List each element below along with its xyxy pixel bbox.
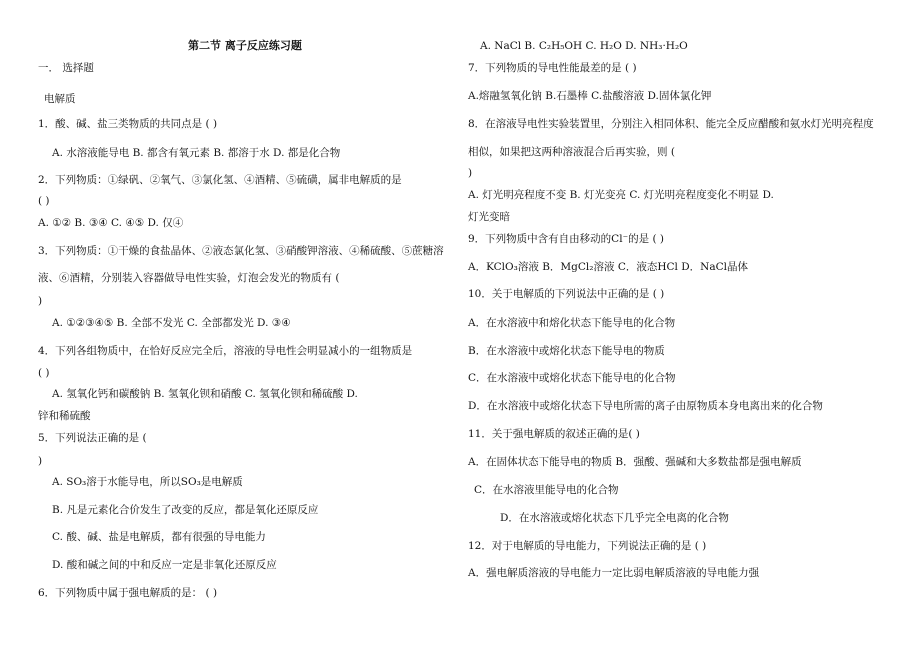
question-5-option-a: A. SO₃溶于水能导电，所以SO₃是电解质 — [52, 476, 243, 488]
question-8-option-d: 灯光变暗 — [468, 211, 510, 223]
question-7-options: A.熔融氢氧化钠 B.石墨棒 C.盐酸溶液 D.固体氯化钾 — [468, 90, 712, 102]
question-6-options: A. NaCl B. C₂H₅OH C. H₂O D. NH₃·H₂O — [480, 40, 688, 52]
question-4-bracket: ( ) — [38, 367, 50, 379]
question-5-option-d: D. 酸和碱之间的中和反应一定是非氧化还原反应 — [52, 559, 277, 571]
question-8: 8．在溶液导电性实验装置里，分别注入相同体积、能完全反应醋酸和氨水灯光明亮程度 — [468, 118, 874, 130]
question-5-option-c: C. 酸、碱、盐是电解质，都有很强的导电能力 — [52, 531, 266, 543]
question-3-options: A. ①②③④⑤ B. 全部不发光 C. 全部都发光 D. ③④ — [52, 317, 291, 329]
question-12: 12．对于电解质的导电能力，下列说法正确的是 ( ) — [468, 540, 707, 552]
question-10-option-c: C．在水溶液中或熔化状态下能导电的化合物 — [468, 372, 676, 384]
question-10-option-b: B．在水溶液中或熔化状态下能导电的物质 — [468, 345, 665, 357]
question-2: 2．下列物质：①绿矾、②氧气、③氯化氢、④酒精、⑤硫磺，属非电解质的是 — [38, 174, 402, 186]
question-11-options-ab: A．在固体状态下能导电的物质 B．强酸、强碱和大多数盐都是强电解质 — [468, 456, 802, 468]
question-2-bracket: ( ) — [38, 195, 50, 207]
question-4: 4．下列各组物质中，在恰好反应完全后，溶液的导电性会明显减小的一组物质是 — [38, 345, 413, 357]
question-11-option-d: D．在水溶液或熔化状态下几乎完全电离的化合物 — [500, 512, 729, 524]
question-2-options: A. ①② B. ③④ C. ④⑤ D. 仅④ — [38, 217, 184, 229]
question-8-line-2: 相似，如果把这两种溶液混合后再实验，则 ( — [468, 146, 675, 158]
question-5-option-b: B. 凡是元素化合价发生了改变的反应，都是氧化还原反应 — [52, 504, 319, 516]
question-10-option-a: A．在水溶液中和熔化状态下能导电的化合物 — [468, 317, 676, 329]
question-5-bracket: ) — [38, 455, 43, 467]
question-9: 9．下列物质中含有自由移动的Cl⁻的是 ( ) — [468, 233, 664, 245]
question-10-option-d: D．在水溶液中或熔化状态下导电所需的离子由原物质本身电离出来的化合物 — [468, 400, 823, 412]
question-1: 1．酸、碱、盐三类物质的共同点是 ( ) — [38, 118, 218, 130]
question-3: 3．下列物质：①干燥的食盐晶体、②液态氯化氢、③硝酸钾溶液、④稀硫酸、⑤蔗糖溶 — [38, 245, 444, 257]
question-7: 7．下列物质的导电性能最差的是 ( ) — [468, 62, 637, 74]
question-6: 6．下列物质中属于强电解质的是： ( ) — [38, 587, 218, 599]
question-8-line-3: ) — [468, 167, 473, 179]
question-12-option-a: A．强电解质溶液的导电能力一定比弱电解质溶液的导电能力强 — [468, 567, 760, 579]
question-3-line-2: 液、⑥酒精，分别装入容器做导电性实验，灯泡会发光的物质有 ( — [38, 272, 340, 284]
page-title: 第二节 离子反应练习题 — [188, 39, 302, 52]
question-11: 11．关于强电解质的叙述正确的是( ) — [468, 428, 640, 440]
question-10: 10．关于电解质的下列说法中正确的是 ( ) — [468, 288, 665, 300]
question-9-options: A．KClO₃溶液 B．MgCl₂溶液 C．液态HCl D．NaCl晶体 — [468, 261, 748, 273]
section-heading: 一． 选择题 — [38, 62, 94, 74]
question-4-option-d: 锌和稀硫酸 — [38, 410, 91, 422]
question-3-line-3: ) — [38, 295, 43, 307]
question-1-options: A. 水溶液能导电 B. 都含有氧元素 B. 都溶于水 D. 都是化合物 — [52, 147, 341, 159]
question-4-options: A. 氢氧化钙和碳酸钠 B. 氢氧化钡和硝酸 C. 氢氧化钡和稀硫酸 D. — [52, 388, 358, 400]
question-8-options: A. 灯光明亮程度不变 B. 灯光变亮 C. 灯光明亮程度变化不明显 D. — [468, 189, 774, 201]
question-11-option-c: C．在水溶液里能导电的化合物 — [474, 484, 619, 496]
subsection-heading: 电解质 — [44, 93, 76, 105]
question-5: 5．下列说法正确的是 ( — [38, 432, 147, 444]
